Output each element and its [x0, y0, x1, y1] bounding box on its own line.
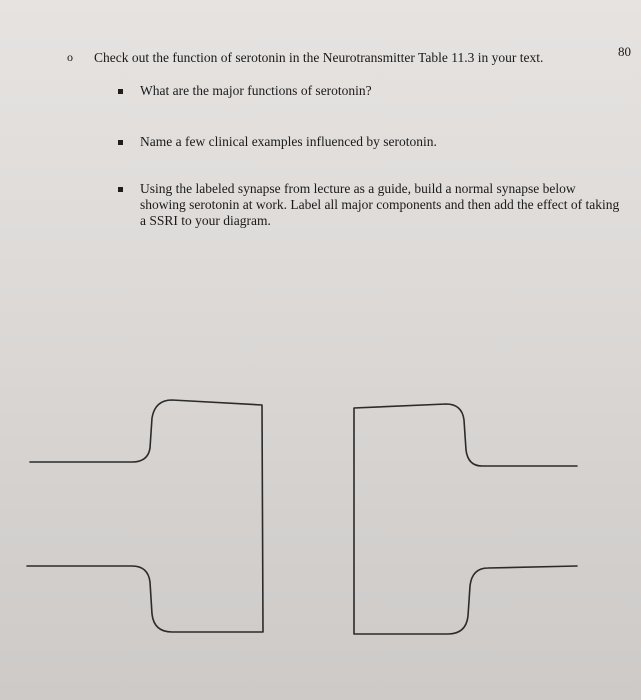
question-major-functions: What are the major functions of serotonin?	[140, 83, 372, 98]
synapse-outline-drawing	[0, 390, 641, 650]
presynaptic-axon-outline	[27, 400, 263, 632]
question-build-synapse: Using the labeled synapse from lecture as a guide, build a normal synapse below showing serotonin at work. Label all major components and then add the effect of taking a SSRI to your diagram.	[140, 181, 620, 228]
page-number: 80	[618, 44, 631, 59]
postsynaptic-dendrite-outline	[354, 404, 577, 634]
main-question: Check out the function of serotonin in the Neurotransmitter Table 11.3 in your text.	[94, 50, 544, 65]
sub-bullet-icon	[118, 89, 123, 94]
sub-bullet-icon	[118, 140, 123, 145]
question-clinical-examples: Name a few clinical examples influenced by serotonin.	[140, 134, 437, 149]
sub-bullet-icon	[118, 187, 123, 192]
main-bullet-icon: o	[67, 50, 73, 64]
